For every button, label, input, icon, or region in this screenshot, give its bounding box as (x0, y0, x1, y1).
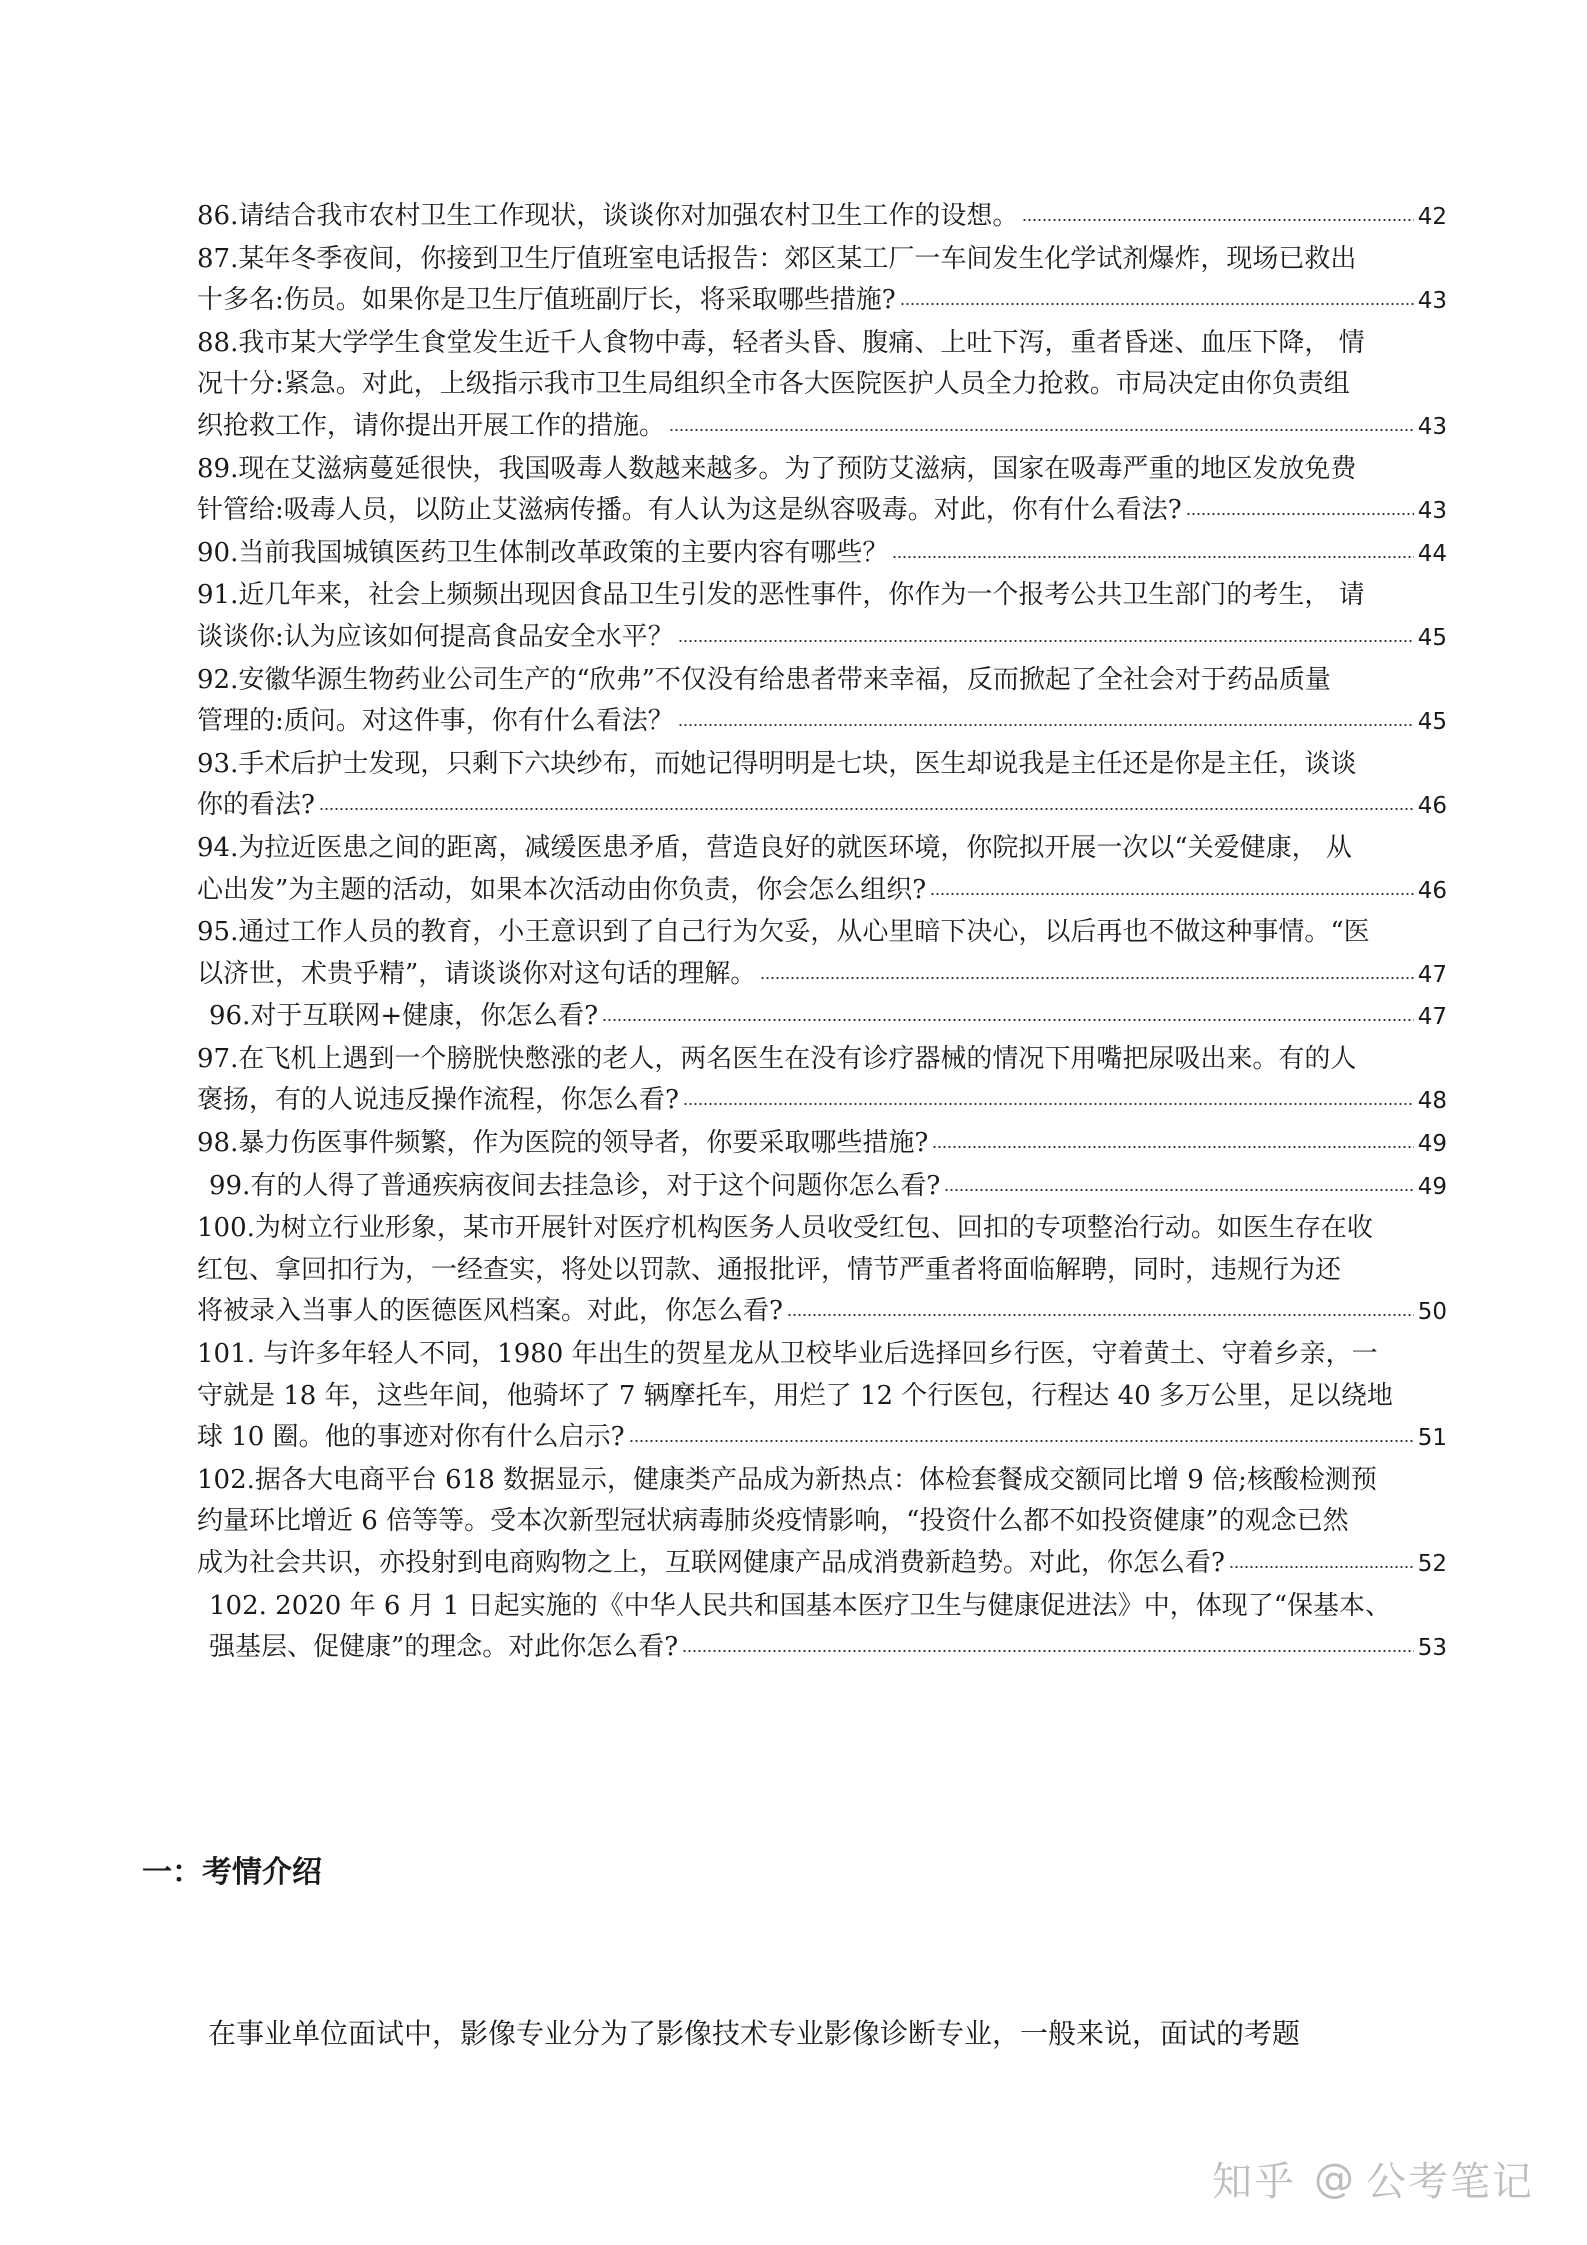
toc-page-number: 46 (1417, 793, 1447, 820)
toc-entry[interactable] (197, 828, 1447, 912)
toc-entry[interactable] (197, 533, 1447, 576)
toc-page-number: 51 (1417, 1425, 1447, 1452)
toc-entry-line: 以济世，术贵乎精”，请谈谈你对这句话的理解。 (197, 958, 757, 989)
toc-entry-line: 红包、拿回扣行为，一经查实，将处以罚款、通报批评，情节严重者将面临解聘，同时，违规行为还 (197, 1254, 1342, 1285)
dot-leader (678, 637, 1414, 645)
toc-page-number: 43 (1417, 413, 1447, 440)
toc-entry-last-line (197, 280, 1447, 323)
dot-leader (602, 1016, 1414, 1024)
toc-entry-line: 94.为拉近医患之间的距离，减缓医患矛盾，营造良好的就医环境，你院拟开展一次以“关爱健康， 从 (197, 832, 1352, 863)
dot-leader (892, 553, 1413, 561)
toc-entry-line: 97.在飞机上遇到一个膀胱快憋涨的老人，两名医生在没有诊疗器械的情况下用嘴把尿吸出来。有的人 (197, 1043, 1357, 1074)
toc-entry[interactable] (197, 1039, 1447, 1123)
dot-leader (930, 890, 1413, 898)
toc-entry[interactable] (197, 239, 1447, 323)
toc-page-number: 46 (1417, 877, 1447, 904)
toc-entry-last-line (197, 1291, 1447, 1334)
toc-entry-last-line (197, 533, 1447, 576)
toc-entry-last-line (197, 490, 1447, 533)
toc-entry[interactable] (197, 323, 1447, 449)
toc-page-number: 45 (1417, 624, 1447, 651)
dot-leader (787, 1311, 1414, 1319)
toc-entry[interactable] (197, 575, 1447, 659)
toc-entry-line: 针管给:吸毒人员，以防止艾滋病传播。有人认为这是纵容吸毒。对此，你有什么看法? (197, 495, 1182, 526)
toc-entry-line: 96.对于互联网+健康，你怎么看? (209, 1001, 599, 1032)
toc-entry-last-line (197, 1417, 1447, 1460)
toc-entry-line: 89.现在艾滋病蔓延很快，我国吸毒人数越来越多。为了预防艾滋病，国家在吸毒严重的地区发放免费 (197, 453, 1357, 484)
toc-entry-line: 101. 与许多年轻人不同，1980 年出生的贺星龙从卫校毕业后选择回乡行医，守着黄土、守着乡亲，一 (197, 1339, 1378, 1370)
dot-leader (1229, 1563, 1414, 1571)
toc-entry-line: 十多名:伤员。如果你是卫生厅值班副厅长，将采取哪些措施? (197, 285, 896, 316)
toc-page-number: 48 (1417, 1088, 1447, 1115)
toc-entry[interactable] (197, 1123, 1447, 1166)
toc-entry-line: 谈谈你:认为应该如何提高食品安全水平？ (197, 621, 674, 652)
toc-entry-line: 99.有的人得了普通疾病夜间去挂急诊，对于这个问题你怎么看? (209, 1170, 941, 1201)
dot-leader (1022, 216, 1413, 224)
toc-entry-line: 102. 2020 年 6 月 1 日起实施的《中华人民共和国基本医疗卫生与健康促进法》中，体现了“保基本、 (209, 1590, 1392, 1621)
body-paragraph: 在事业单位面试中，影像专业分为了影像技术专业影像诊断专业，一般来说，面试的考题 (208, 2017, 1301, 2050)
toc-entry[interactable] (197, 660, 1447, 744)
toc-entry-line: 98.暴力伤医事件频繁，作为医院的领导者，你要采取哪些措施? (197, 1128, 929, 1159)
toc-entry[interactable] (197, 996, 1447, 1039)
dot-leader (629, 1437, 1414, 1445)
toc-entry-line: 90.当前我国城镇医药卫生体制改革政策的主要内容有哪些？ (197, 537, 889, 568)
toc-entry-last-line (197, 701, 1447, 744)
dot-leader (944, 1186, 1413, 1194)
toc-entry-line: 92.安徽华源生物药业公司生产的“欣弗”不仅没有给患者带来幸福，反而掀起了全社会对于药品质量 (197, 664, 1331, 695)
toc-entry-line: 心出发”为主题的活动，如果本次活动由你负责，你会怎么组织? (197, 874, 927, 905)
toc-entry-last-line (209, 996, 1447, 1039)
dot-leader (682, 1647, 1413, 1655)
toc-entry-line: 93.手术后护士发现，只剩下六块纱布，而她记得明明是七块，医生却说我是主任还是你是主任，谈谈 (197, 748, 1357, 779)
dot-leader (932, 1143, 1413, 1151)
toc-entry-line: 100.为树立行业形象，某市开展针对医疗机构医务人员收受红包、回扣的专项整治行动。如医生存在收 (197, 1213, 1373, 1244)
toc-entry-line: 况十分:紧急。对此，上级指示我市卫生局组织全市各大医院医护人员全力抢救。市局决定由你负责组 (197, 369, 1350, 400)
toc-page-number: 43 (1417, 498, 1447, 525)
dot-leader (683, 1100, 1414, 1108)
toc-page-number: 47 (1417, 1004, 1447, 1031)
toc-page-number: 42 (1417, 204, 1447, 230)
toc-entry-line: 102.据各大电商平台 618 数据显示，健康类产品成为新热点：体检套餐成交额同比增 9 倍;核酸检测预 (197, 1464, 1377, 1495)
toc-entry-line: 球 10 圈。他的事迹对你有什么启示? (197, 1422, 625, 1453)
toc-entry-line: 成为社会共识，亦投射到电商购物之上，互联网健康产品成消费新趋势。对此，你怎么看? (197, 1548, 1225, 1578)
toc-entry-last-line (197, 617, 1447, 660)
toc-entry[interactable] (197, 1208, 1447, 1334)
toc-page-number: 43 (1417, 288, 1447, 315)
toc-entry-line: 约量环比增近 6 倍等等。受本次新型冠状病毒肺炎疫情影响，“投资什么都不如投资健康”的观念已然 (197, 1506, 1349, 1537)
toc-entry-line: 将被录入当事人的医德医风档案。对此，你怎么看? (197, 1296, 783, 1327)
toc-entry-last-line (197, 870, 1447, 913)
toc-entry-line: 织抢救工作，请你提出开展工作的措施。 (197, 410, 666, 441)
toc-page-number: 49 (1417, 1173, 1447, 1200)
dot-leader (678, 721, 1414, 729)
toc-entry-last-line (209, 1166, 1447, 1209)
toc-entry-line: 褒扬，有的人说违反操作流程，你怎么看? (197, 1085, 679, 1116)
toc-entry-line: 87.某年冬季夜间，你接到卫生厅值班室电话报告：郊区某工厂一车间发生化学试剂爆炸，现场已救出 (197, 243, 1357, 274)
toc-page-number: 47 (1417, 961, 1447, 988)
toc-page-number: 52 (1417, 1551, 1447, 1577)
section-heading: 一：考情介绍 (142, 1855, 322, 1890)
toc-page-number: 49 (1417, 1131, 1447, 1158)
toc-entry[interactable] (197, 744, 1447, 828)
dot-leader (669, 426, 1414, 434)
zhihu-watermark (1212, 2150, 1534, 2207)
dot-leader (900, 300, 1414, 308)
watermark-at-symbol: @ (1314, 2155, 1356, 2202)
toc-entry-last-line (209, 1627, 1447, 1670)
toc-page-number: 45 (1417, 709, 1447, 736)
dot-leader (319, 805, 1414, 813)
toc-entry-last-line (197, 1123, 1447, 1166)
toc-page-number: 53 (1417, 1635, 1447, 1662)
toc-entry-last-line (197, 196, 1447, 239)
toc-entry-line: 86.请结合我市农村卫生工作现状，谈谈你对加强农村卫生工作的设想。 (197, 201, 1019, 231)
toc-entry-line: 强基层、促健康”的理念。对此你怎么看? (209, 1632, 679, 1663)
toc-entry-line: 88.我市某大学学生食堂发生近千人食物中毒，轻者头昏、腹痛、上吐下泻，重者昏迷、血压下降， 情 (197, 327, 1365, 358)
toc-entry[interactable] (197, 1586, 1447, 1670)
toc-entry-line: 91.近几年来，社会上频频出现因食品卫生引发的恶性事件，你作为一个报考公共卫生部门的考生， 请 (197, 580, 1365, 611)
toc-entry-last-line (197, 1543, 1447, 1586)
toc-entry-line: 95.通过工作人员的教育，小王意识到了自己行为欠妥，从心里暗下决心，以后再也不做这种事情。“医 (197, 917, 1370, 948)
dot-leader (1186, 510, 1414, 518)
toc-entry-last-line (197, 954, 1447, 997)
toc-entry[interactable] (197, 1166, 1447, 1209)
toc-entry[interactable] (197, 1334, 1447, 1460)
toc-entry-last-line (197, 785, 1447, 828)
watermark-author: 公考笔记 (1366, 2159, 1534, 2205)
toc-entry[interactable] (197, 196, 1447, 239)
toc-entry-line: 管理的:质问。对这件事，你有什么看法？ (197, 706, 674, 737)
toc-entry[interactable] (197, 449, 1447, 533)
toc-entry-last-line (197, 1080, 1447, 1123)
toc-entry[interactable] (197, 912, 1447, 996)
toc-page-number: 44 (1417, 540, 1447, 567)
toc-entry-line: 守就是 18 年，这些年间，他骑坏了 7 辆摩托车，用烂了 12 个行医包，行程达 40 多万公里，足以绕地 (197, 1380, 1393, 1411)
dot-leader (760, 974, 1413, 982)
toc-entry-last-line (197, 406, 1447, 449)
watermark-brand: 知乎 (1212, 2159, 1296, 2205)
table-of-contents (197, 196, 1447, 1670)
toc-entry[interactable] (197, 1460, 1447, 1586)
toc-page-number: 50 (1417, 1299, 1447, 1326)
toc-entry-line: 你的看法? (197, 790, 315, 821)
